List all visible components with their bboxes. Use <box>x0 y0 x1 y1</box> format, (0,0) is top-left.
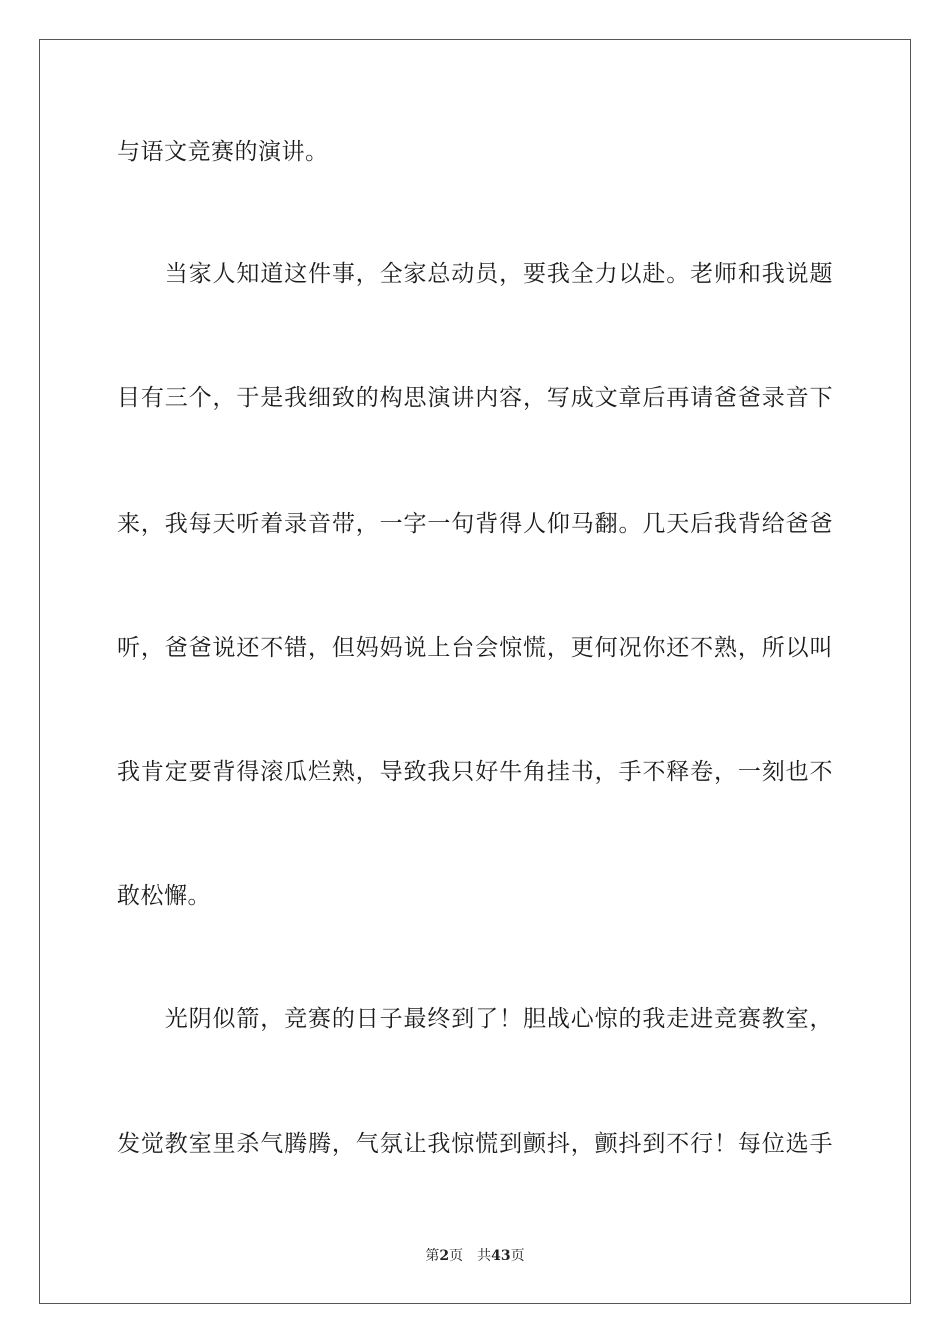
page-prefix: 第 <box>425 1248 440 1264</box>
text-line-9: 发觉教室里杀气腾腾，气氛让我惊慌到颤抖，颤抖到不行！每位选手 <box>117 1131 833 1157</box>
text-line-2: 当家人知道这件事，全家总动员，要我全力以赴。老师和我说题 <box>117 261 833 287</box>
total-prefix: 共 <box>477 1248 492 1264</box>
text-line-4: 来，我每天听着录音带，一字一句背得人仰马翻。几天后我背给爸爸 <box>117 511 833 537</box>
page-number: 2 <box>439 1248 450 1264</box>
total-suffix: 页 <box>510 1248 525 1264</box>
text-line-1: 与语文竞赛的演讲。 <box>117 139 329 165</box>
page-footer <box>0 1247 950 1265</box>
text-line-3: 目有三个，于是我细致的构思演讲内容，写成文章后再请爸爸录音下 <box>117 385 833 411</box>
total-pages: 43 <box>491 1248 511 1264</box>
text-line-5: 听，爸爸说还不错，但妈妈说上台会惊慌，更何况你还不熟，所以叫 <box>117 635 833 661</box>
text-line-7: 敢松懈。 <box>117 883 211 909</box>
text-line-6: 我肯定要背得滚瓜烂熟，导致我只好牛角挂书，手不释卷，一刻也不 <box>117 759 833 785</box>
text-line-8: 光阴似箭，竞赛的日子最终到了！胆战心惊的我走进竞赛教室， <box>117 1006 833 1032</box>
page-border <box>39 39 911 1304</box>
page-suffix: 页 <box>449 1248 464 1264</box>
